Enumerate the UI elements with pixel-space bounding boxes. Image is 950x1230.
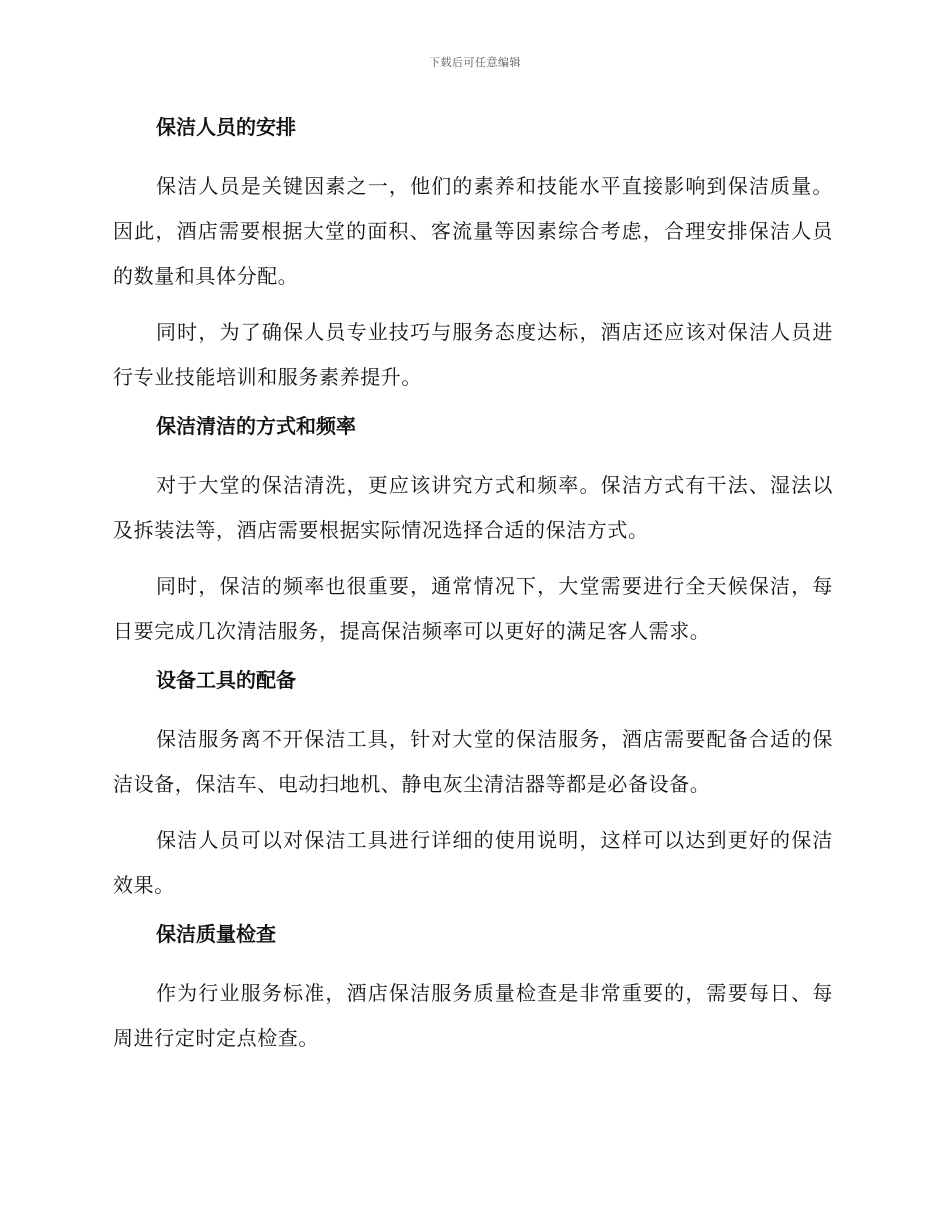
section-cleaning-method: [113, 411, 833, 654]
section-heading: 保洁清洁的方式和频率: [156, 414, 356, 438]
section-quality-check: [113, 919, 833, 1061]
section-staff-arrangement: [113, 112, 833, 400]
paragraph: 作为行业服务标准，酒店保洁服务质量检查是非常重要的，需要每日、每周进行定时定点检查。: [113, 981, 833, 1050]
section-heading: 设备工具的配备: [156, 668, 296, 692]
page-header: 下载后可任意编辑: [429, 56, 521, 69]
paragraph: 保洁服务离不开保洁工具，针对大堂的保洁服务，酒店需要配备合适的保洁设备，保洁车、电动扫地机、静电灰尘清洁器等都是必备设备。: [113, 727, 833, 796]
document-body: [113, 112, 833, 1072]
paragraph: 保洁人员是关键因素之一，他们的素养和技能水平直接影响到保洁质量。因此，酒店需要根据大堂的面积、客流量等因素综合考虑，合理安排保洁人员的数量和具体分配。: [113, 174, 833, 288]
section-heading: 保洁质量检查: [156, 922, 276, 946]
section-equipment: [113, 665, 833, 908]
paragraph: 保洁人员可以对保洁工具进行详细的使用说明，这样可以达到更好的保洁效果。: [113, 828, 833, 897]
paragraph: 同时，为了确保人员专业技巧与服务态度达标，酒店还应该对保洁人员进行专业技能培训和服务素养提升。: [113, 320, 833, 389]
section-heading: 保洁人员的安排: [156, 115, 296, 139]
paragraph: 同时，保洁的频率也很重要，通常情况下，大堂需要进行全天候保洁，每日要完成几次清洁服务，提高保洁频率可以更好的满足客人需求。: [113, 574, 833, 643]
paragraph: 对于大堂的保洁清洗，更应该讲究方式和频率。保洁方式有干法、湿法以及拆装法等，酒店需要根据实际情况选择合适的保洁方式。: [113, 473, 833, 542]
